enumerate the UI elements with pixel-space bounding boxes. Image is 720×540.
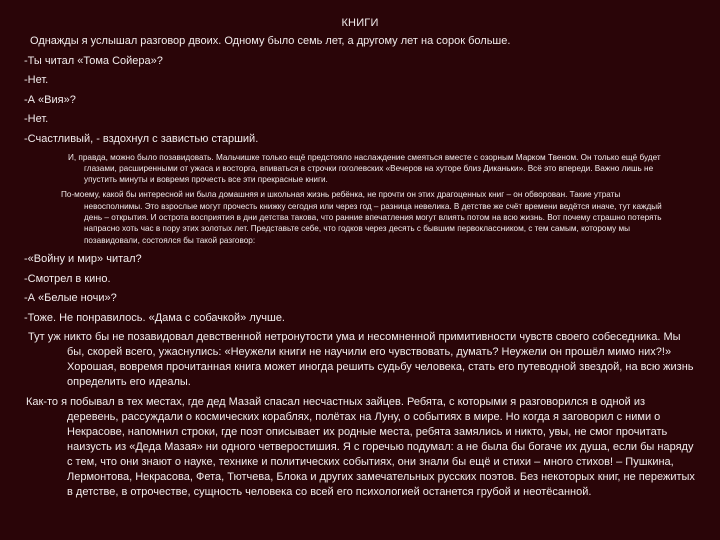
- paragraph-body: Тут уж никто бы не позавидовал девственной нетронутости ума и несомненной примитивности чувств своего собеседника. Мы бы, скорей всего, ужаснулись: «Неужели книги не научили его чувствовать, думать? Неужели он прошёл мимо них?!» Хорошая, вовремя прочитанная книга может иногда решить судьбу человека, стать его путеводной звездой, на всю жизнь определить его идеалы.: [28, 331, 694, 389]
- dialogue-line: -А «Белые ночи»?: [24, 292, 117, 305]
- dialogue-line: -Счастливый, - вздохнул с завистью старший.: [24, 132, 259, 145]
- dialogue-line: -А «Вия»?: [24, 93, 76, 106]
- dialogue-line: -Ты читал «Тома Сойера»?: [24, 54, 163, 67]
- paragraph-intro: Однажды я услышал разговор двоих. Одному было семь лет, а другому лет на сорок больше.: [30, 35, 511, 47]
- page-title: КНИГИ: [341, 17, 379, 29]
- article-body: [24, 34, 696, 505]
- dialogue-line: -Нет.: [24, 113, 49, 126]
- paragraph-body: Как-то я побывал в тех местах, где дед Мазай спасал несчастных зайцев. Ребята, с которыми я разговорился в одной из деревень, рассуждали о космических кораблях, полётах на Луну, о событиях в мире. Но когда я заговорил с ними о Некрасове, напомнил строки, где поэт описывает их родные места, ребята замялись и никто, увы, не смог прочитать наизусть из «Деда Мазая» ни одного четверостишия. Я с горечью подумал: а не была бы богаче их душа, если бы наряду с тем, что они знают о науке, технике и политических событиях, они знали бы ещё и стихи – много стихов! – Пушкина, Лермонтова, Некрасова, Фета, Тютчева, Блока и других замечательных русских поэтов. Без некоторых книг, не пережитых в детстве, в отрочестве, сущность человека со всей его психологией останется грубой и неотёсанной.: [26, 395, 695, 498]
- paragraph-small: По-моему, какой бы интересной ни была домашняя и школьная жизнь ребёнка, не прочти он этих драгоценных книг – он обворован. Такие утраты невосполнимы. Это взрослые могут прочесть книжку сегодня или через год – разница невелика. В детстве же счёт времени ведётся иначе, тут каждый день – открытия. И острота восприятия в дни детства такова, что ранние впечатления могут влиять потом на всю жизнь. Вот почему страшно потерять напрасно хоть час в пору этих золотых лет. Представьте себе, что годков через десять с бывшим первоклассником, с тем самым, которому мы позавидовали, состоялся бы такой разговор:: [61, 190, 662, 245]
- dialogue-line: -Тоже. Не понравилось. «Дама с собачкой» лучше.: [24, 311, 285, 324]
- dialogue-line: -Нет.: [24, 74, 49, 87]
- dialogue-line: -Смотрел в кино.: [24, 272, 111, 285]
- dialogue-line: -«Войну и мир» читал?: [24, 252, 142, 265]
- paragraph-small: И, правда, можно было позавидовать. Мальчишке только ещё предстояло наслаждение смеяться вместе с озорным Марком Твеном. Он только ещё будет глазами, расширенными от ужаса и восторга, впиваться в строчки гоголевских «Вечеров на хуторе близ Диканьки». Всё это впереди. Важно лишь не упустить минуты и вовремя прочесть все эти прекрасные книги.: [68, 152, 661, 185]
